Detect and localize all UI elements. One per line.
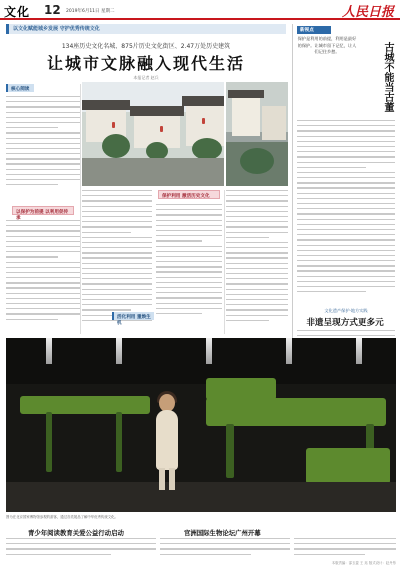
mid-right-text [156,204,222,332]
side-street-photo [226,82,288,186]
lower-section-head: 活化利用 重焕生机 [112,312,154,320]
newspaper-logo: 人民日报 [341,5,394,20]
topic-strip-text: 以文化赋能城乡发展 守护优秀传统文化 [13,26,100,32]
page-number: 12 [44,3,61,17]
mid-left-text [82,190,152,332]
far-right-text [226,190,288,332]
museum-exhibit-photo [6,338,396,512]
intangible-heritage-kicker: 文化遗产保护·地方实践 [324,308,368,313]
column-divider [80,84,81,334]
left-box-head: 以保护为前提 以利用促传承 [12,206,74,215]
article-byline: 本报记者 赵兵 [133,75,159,80]
article-headline: 让城市文脉融入现代生活 [46,54,245,73]
intangible-heritage-title: 非遗呈现方式更多元 [306,318,384,328]
photo-caption: 图为在北京国家博物馆参观的游客，通过各类展品了解中华优秀传统文化。 [6,515,118,519]
page-header [0,0,400,20]
left-body-text [6,220,80,332]
topic-strip [6,24,286,34]
pull-quote: 保护是利用的前提，利用是最好的保护。让城市留下记忆，让人们记住乡愁。 [297,36,357,55]
mid-box-head: 保护利用 激活历史文化 [158,190,220,199]
commentary-title: 古城不能当古董 [382,42,393,112]
bottom-article-text-2 [160,538,290,558]
page-footer: 本版责编：邵玉姿 王 珏 版式设计：赵丹彤 [331,561,396,565]
bottom-article-text-1 [6,538,156,558]
new-view-tag [297,26,331,34]
bottom-article-title-2: 官洲国际生物论坛广州开幕 [184,529,261,537]
commentary-text [297,120,395,304]
section-name: 文化 [4,5,31,19]
column-divider [224,190,225,334]
bottom-article-title-1: 青少年阅读教育关爱公益行动启动 [28,529,124,537]
issue-date: 2019年6月11日 星期二 [66,9,115,14]
article-subhead: 134座历史文化名城、875片历史文化街区、2.47万处历史建筑 [61,43,231,50]
ancient-town-photo [82,82,224,186]
core-reading-head: 核心阅读 [6,84,34,92]
core-reading-text [6,96,80,200]
new-view-tag-label: 新视点 [300,28,314,33]
bottom-right-text [294,538,396,558]
